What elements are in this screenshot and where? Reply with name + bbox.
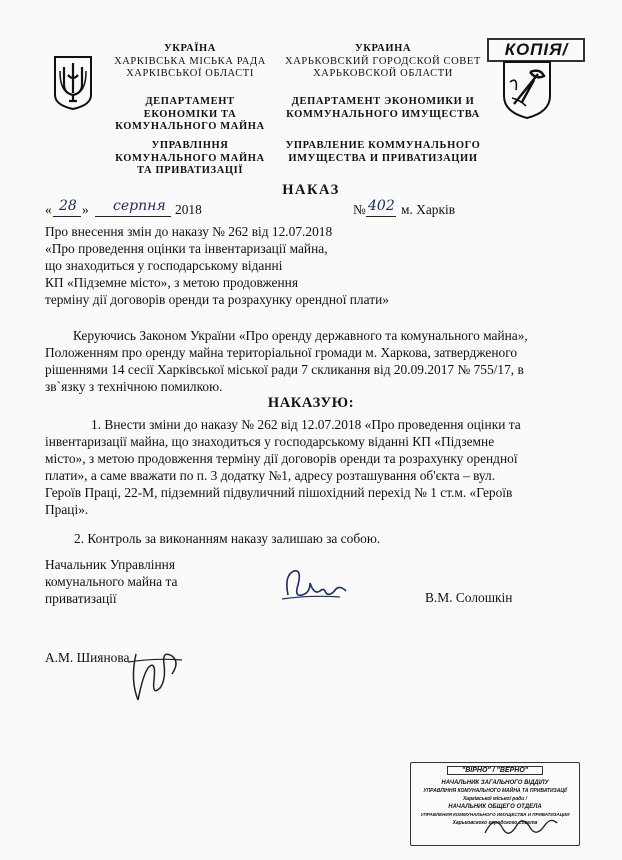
- ua-admin-line-1: УПРАВЛІННЯ: [151, 140, 229, 151]
- kharkiv-city-emblem-icon: [500, 60, 554, 120]
- ukraine-coat-of-arms-icon: [52, 55, 94, 111]
- document-title: НАКАЗ: [282, 182, 340, 198]
- order-heading: НАКАЗУЮ:: [267, 395, 355, 411]
- ua-admin-line-2: КОМУНАЛЬНОГО МАЙНА: [115, 152, 265, 164]
- executor-name: А.М. Шиянова: [45, 650, 130, 665]
- stamp-verified-label: "ВІРНО" / "ВЕРНО": [447, 766, 543, 775]
- preamble-line: рішеннями 14 сесії Харківської міської ради 7 скликання від 20.09.2017 № 755/17, в: [45, 362, 524, 377]
- order-number-label: №: [353, 202, 366, 217]
- ru-admin-line-2: ИМУЩЕСТВА И ПРИВАТИЗАЦИИ: [288, 152, 478, 164]
- date-open-quote: «: [45, 202, 52, 217]
- signature-head: [280, 565, 350, 605]
- copy-stamp-slash: /: [562, 40, 568, 59]
- subject-line: що знаходиться у господарському віданні: [45, 258, 283, 273]
- date-number-line: [45, 198, 605, 219]
- signature-executor: [126, 640, 186, 706]
- subject-line: «Про проведення оцінки та інвентаризації майна,: [45, 241, 328, 256]
- preamble-line: зв`язку з технічною помилкою.: [45, 379, 223, 394]
- stamp-line: УПРАВЛІННЯ КОМУНАЛЬНОГО МАЙНА ТА ПРИВАТИЗАЦІЇ: [423, 788, 567, 794]
- copy-stamp: [487, 38, 585, 62]
- date-year: 2018: [175, 202, 202, 217]
- date-close-quote: »: [82, 202, 89, 217]
- item-1-line: плати», а саме вважати по п. 3 додатку №1, адресу розташування об'єкта – вул.: [45, 468, 496, 483]
- preamble-line: Керуючись Законом України «Про оренду державного та комунального майна»,: [73, 328, 528, 343]
- date-month-underline: [95, 216, 171, 217]
- order-subject: [45, 223, 465, 308]
- stamp-line: Харьковского городского совета: [452, 820, 538, 826]
- signatory-name: В.М. Солошкін: [425, 590, 513, 605]
- stamp-line: Харківської міської ради /: [462, 796, 528, 802]
- subject-line: Про внесення змін до наказу № 262 від 12.07.2018: [45, 224, 333, 239]
- ua-dept-line-3: КОМУНАЛЬНОГО МАЙНА: [115, 121, 265, 132]
- ru-council-line-2: ХАРЬКОВСКОЙ ОБЛАСТИ: [313, 68, 453, 79]
- stamp-line: УПРАВЛЕНИЯ КОММУНАЛЬНОГО ИМУЩЕСТВА И ПРИВАТИЗАЦИИ: [420, 812, 570, 817]
- order-city: м. Харків: [401, 202, 456, 217]
- order-number-underline: [366, 216, 396, 217]
- subject-line: терміну дії договорів оренди та розрахунку орендної плати»: [45, 292, 389, 307]
- certification-stamp: [410, 762, 580, 846]
- date-day: 28: [59, 198, 77, 214]
- ua-country-name: УКРАЇНА: [163, 43, 216, 54]
- stamp-line: НАЧАЛЬНИК ОБЩЕГО ОТДЕЛА: [448, 804, 542, 810]
- item-1-line: інвентаризації майна, що знаходиться у господарському віданні КП «Підземне: [45, 434, 495, 449]
- ua-council-line-1: ХАРКІВСЬКА МІСЬКА РАДА: [114, 55, 266, 67]
- ru-country-name: УКРАИНА: [354, 43, 412, 54]
- ru-council-line-1: ХАРЬКОВСКИЙ ГОРОДСКОЙ СОВЕТ: [285, 55, 481, 67]
- item-1-line: 1. Внести зміни до наказу № 262 від 12.07.2018 «Про проведення оцінки та: [91, 417, 521, 432]
- item-1-line: Праці».: [45, 502, 89, 517]
- subject-line: КП «Підземне місто», з метою продовження: [45, 275, 298, 290]
- signatory-title-line: Начальник Управління: [45, 557, 175, 572]
- item-1-line: місто», з метою продовження терміну дії договорів оренди та розрахунку орендної: [45, 451, 518, 466]
- stamp-signature: [481, 803, 561, 843]
- signatory-title-line: комунального майна та: [45, 574, 178, 589]
- ru-admin-line-1: УПРАВЛЕНИЕ КОММУНАЛЬНОГО: [285, 140, 481, 151]
- date-day-underline: [53, 216, 81, 217]
- stamp-line: НАЧАЛЬНИК ЗАГАЛЬНОГО ВІДДІЛУ: [441, 780, 549, 786]
- order-item-1: [45, 416, 581, 518]
- ua-dept-line-2: ЕКОНОМІКИ ТА: [143, 108, 237, 120]
- signatory-title: [45, 556, 245, 607]
- ua-admin-line-3: ТА ПРИВАТИЗАЦІЇ: [136, 165, 244, 176]
- preamble: [45, 327, 581, 395]
- date-month: серпня: [113, 198, 166, 214]
- ua-council-line-2: ХАРКІВСЬКОЇ ОБЛАСТІ: [126, 68, 254, 79]
- copy-stamp-text: КОПІЯ: [504, 40, 563, 59]
- preamble-line: Положенням про оренду майна територіальної громади м. Харкова, затвердженого: [45, 345, 518, 360]
- ru-dept-line-2: КОММУНАЛЬНОГО ИМУЩЕСТВА: [286, 108, 480, 120]
- ua-dept-line-1: ДЕПАРТАМЕНТ: [145, 96, 235, 107]
- order-number: 402: [368, 198, 395, 214]
- item-1-line: Героїв Праці, 22-М, підземний підвуличний пішохідний перехід № 1 ст.м. «Героїв: [45, 485, 513, 500]
- ru-dept-line-1: ДЕПАРТАМЕНТ ЭКОНОМИКИ И: [291, 96, 475, 107]
- order-item-2: 2. Контроль за виконанням наказу залишаю за собою.: [74, 531, 381, 546]
- signatory-title-line: приватизації: [45, 591, 117, 606]
